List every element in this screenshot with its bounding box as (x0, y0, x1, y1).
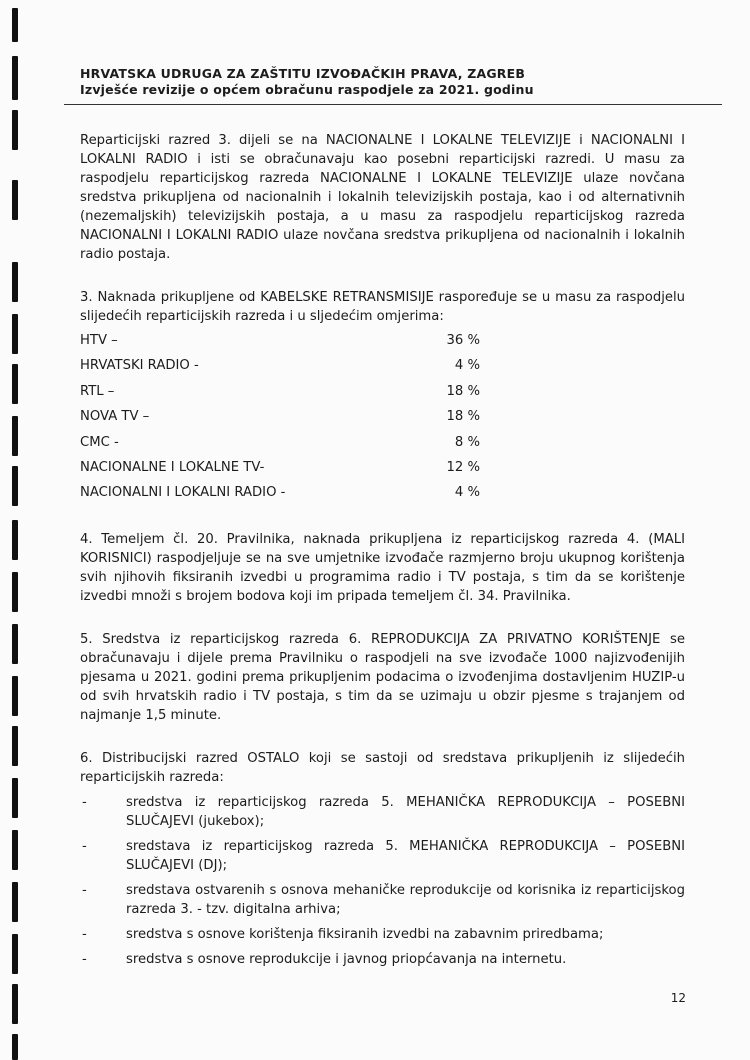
list-item-text: sredstava ostvarenih s osnova mehaničke reprodukcije od korisnika iz reparticijskog razreda 3. - tzv. digitalna arhiva; (126, 882, 685, 917)
allocation-percent: 4 % (454, 485, 480, 501)
document-body (80, 131, 685, 969)
binder-mark (12, 882, 18, 922)
binder-mark (12, 1034, 18, 1060)
list-item (80, 950, 685, 969)
list-item-text: sredstva s osnove korištenja fiksiranih izvedbi na zabavnim priredbama; (126, 926, 604, 942)
bullet-dash: - (82, 794, 87, 810)
allocation-label: CMC - (80, 434, 119, 450)
binder-mark (12, 8, 18, 42)
allocation-percent: 12 % (446, 459, 480, 475)
binder-mark (12, 726, 18, 766)
binder-mark (12, 262, 18, 302)
allocation-percent: 18 % (446, 383, 480, 399)
allocation-percent: 18 % (446, 409, 480, 425)
binder-mark (12, 416, 18, 456)
bullet-dash: - (82, 926, 87, 942)
allocation-row (80, 404, 480, 429)
list-item-text: sredstva iz reparticijskog razreda 5. MEHANIČKA REPRODUKCIJA – POSEBNI SLUČAJEVI (jukebox); (126, 794, 685, 829)
report-subtitle: Izvješće revizije o općem obračunu raspodjele za 2021. godinu (80, 82, 534, 97)
list-item-text: sredstva s osnove reprodukcije i javnog priopćavanja na internetu. (126, 951, 567, 967)
list-item (80, 881, 685, 919)
binder-mark (12, 520, 18, 560)
binder-mark (12, 830, 18, 870)
binder-mark (12, 934, 18, 974)
paragraph-mali-korisnici: 4. Temeljem čl. 20. Pravilnika, naknada prikupljena iz reparticijskog razreda 4. (MALI KORISNICI) raspodjeljuje se na sve umjetnike izvođače razmjerno broju ukupnog korištenja svih njihovih fiksiranih izvedbi u programima radio i TV postaja, s tim da se korištenje izvedbi množi s brojem bodova koji im pripada temeljem čl. 34. Pravilnika. (80, 531, 685, 604)
allocation-percent: 8 % (454, 434, 480, 450)
organization-title: HRVATSKA UDRUGA ZA ZAŠTITU IZVOĐAČKIH PRAVA, ZAGREB (80, 66, 526, 81)
binder-mark (12, 624, 18, 664)
list-item-text: sredstava iz reparticijskog razreda 5. MEHANIČKA REPRODUKCIJA – POSEBNI SLUČAJEVI (DJ); (126, 838, 685, 873)
allocation-row (80, 430, 480, 455)
paragraph-kabelska-retransmisija: 3. Naknada prikupljene od KABELSKE RETRANSMISIJE raspoređuje se u masu za raspodjelu slijedećih reparticijskih razreda i u sljedećim omjerima: (80, 290, 685, 324)
binder-mark (12, 56, 18, 100)
paragraph-privatno-koristenje: 5. Sredstva iz reparticijskog razreda 6. REPRODUKCIJA ZA PRIVATNO KORIŠTENJE se obračunavaju i dijele prema Pravilniku o raspodjeli na sve izvođače 1000 najizvođenijih pjesama u 2021. godini prema prikupljenim podacima o izvođenjima dostavljenim HUZIP-u od svih hrvatskih radio i TV postaja, s tim da se uzimaju u obzir pjesme s trajanjem od najmanje 1,5 minute. (80, 631, 685, 723)
allocation-label: RTL – (80, 383, 115, 399)
bullet-dash: - (82, 951, 87, 967)
list-item (80, 837, 685, 875)
page-header (80, 66, 700, 98)
allocation-row (80, 455, 480, 480)
binder-mark (12, 314, 18, 354)
bullet-dash: - (82, 838, 87, 854)
allocation-label: HRVATSKI RADIO - (80, 358, 199, 374)
allocation-row (80, 328, 480, 353)
binder-mark (12, 180, 18, 220)
paragraph-distribucijski-razred-ostalo: 6. Distribucijski razred OSTALO koji se sastoji od sredstava prikupljenih iz slijedećih reparticijskih razreda: (80, 750, 685, 785)
allocation-row (80, 353, 480, 378)
allocation-row (80, 379, 480, 404)
binder-mark (12, 572, 18, 612)
bullet-dash: - (82, 882, 87, 898)
allocation-percent: 4 % (454, 358, 480, 374)
allocation-percent: 36 % (446, 333, 480, 348)
binder-mark (12, 466, 18, 506)
binder-mark (12, 364, 18, 404)
allocation-label: NACIONALNI I LOKALNI RADIO - (80, 485, 286, 501)
binder-mark (12, 110, 18, 150)
binder-mark (12, 984, 18, 1024)
allocation-row (80, 480, 480, 505)
allocation-label: HTV – (80, 333, 118, 348)
list-item (80, 793, 685, 831)
allocation-label: NOVA TV – (80, 409, 150, 425)
allocation-label: NACIONALNE I LOKALNE TV- (80, 459, 265, 475)
list-item (80, 925, 685, 944)
paragraph-reparticijski-razred-3: Reparticijski razred 3. dijeli se na NACIONALNE I LOKALNE TELEVIZIJE i NACIONALNI I LOKALNI RADIO i isti se obračunavaju kao posebni reparticijski razredi. U masu za raspodjelu reparticijskog razreda NACIONALNE I LOKALNE TELEVIZIJE ulaze novčana sredstva prikupljena od nacionalnih i lokalnih televizijskih postaja, kao i od alternativnih (nezemaljskih) televizijskih postaja, a u masu za raspodjelu reparticijskog razreda NACIONALNI I LOKALNI RADIO ulaze novčana sredstva prikupljena od nacionalnih i lokalnih radio postaja. (80, 133, 685, 262)
page-number: 12 (670, 991, 686, 1005)
binder-mark (12, 778, 18, 818)
allocation-list (80, 328, 480, 506)
binder-mark (12, 676, 18, 716)
header-divider (64, 104, 722, 105)
